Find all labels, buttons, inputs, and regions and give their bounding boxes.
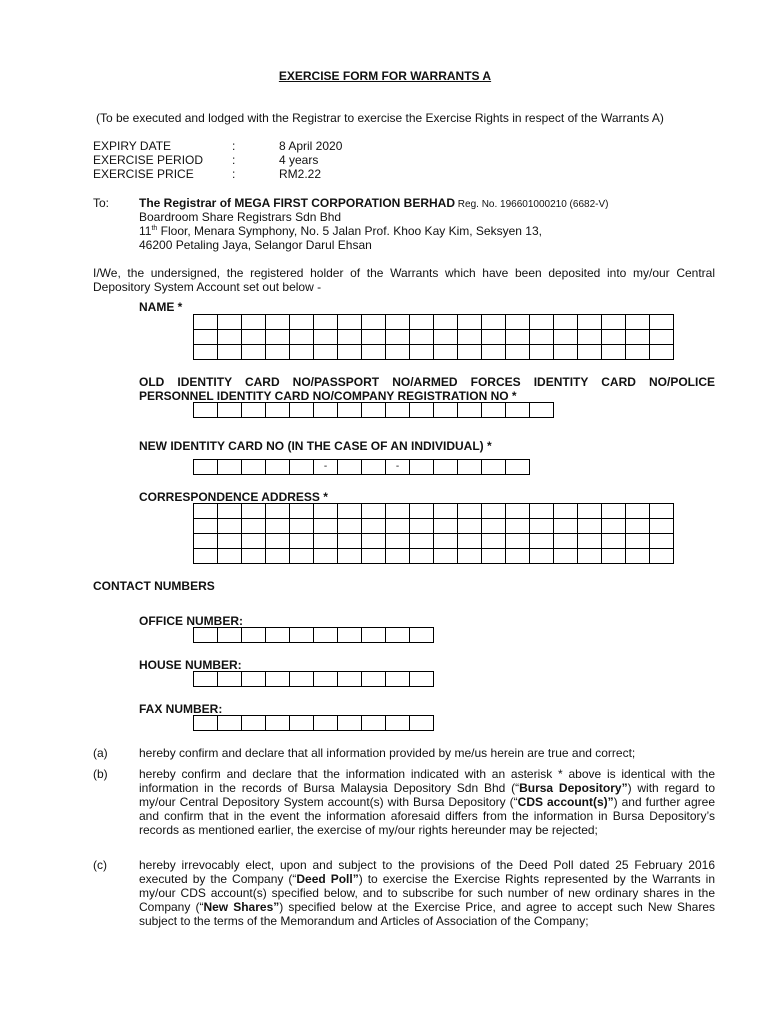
input-cell[interactable] (218, 330, 242, 345)
input-cell[interactable] (314, 403, 338, 418)
input-cell[interactable] (194, 628, 218, 643)
detail-label: EXERCISE PERIOD (93, 153, 204, 167)
name-field-grid[interactable] (193, 314, 674, 360)
input-cell[interactable] (290, 716, 314, 731)
input-cell[interactable] (290, 345, 314, 360)
detail-sep: : (232, 153, 236, 167)
input-cell[interactable] (362, 672, 386, 687)
item-a-text: hereby confirm and declare that all information provided by me/us herein are true and correct; (139, 746, 636, 760)
floor-number: 11 (139, 224, 152, 238)
input-cell[interactable] (338, 504, 362, 519)
input-cell[interactable] (194, 519, 218, 534)
input-cell[interactable] (410, 345, 434, 360)
office-number-grid[interactable] (193, 627, 434, 643)
input-cell[interactable] (194, 460, 218, 475)
input-cell[interactable] (362, 716, 386, 731)
input-cell[interactable] (626, 345, 650, 360)
input-cell[interactable] (530, 504, 554, 519)
input-cell[interactable] (410, 549, 434, 564)
contact-numbers-heading: CONTACT NUMBERS (93, 579, 215, 593)
input-cell[interactable] (626, 315, 650, 330)
input-cell[interactable] (650, 519, 674, 534)
input-cell[interactable] (458, 315, 482, 330)
floor-suffix: th (151, 225, 158, 232)
input-cell[interactable] (290, 504, 314, 519)
input-cell[interactable] (386, 628, 410, 643)
input-cell[interactable] (266, 345, 290, 360)
input-cell[interactable] (482, 460, 506, 475)
input-cell[interactable] (338, 672, 362, 687)
input-cell[interactable] (434, 519, 458, 534)
detail-value: 4 years (279, 153, 319, 167)
input-cell[interactable] (458, 549, 482, 564)
input-cell[interactable] (290, 519, 314, 534)
input-cell[interactable] (650, 534, 674, 549)
input-cell[interactable] (602, 315, 626, 330)
input-cell[interactable] (362, 403, 386, 418)
input-cell[interactable] (626, 504, 650, 519)
input-cell[interactable] (362, 330, 386, 345)
input-cell[interactable] (554, 345, 578, 360)
input-cell[interactable] (386, 549, 410, 564)
input-cell[interactable] (458, 403, 482, 418)
input-cell[interactable] (266, 504, 290, 519)
input-cell[interactable] (410, 460, 434, 475)
input-cell[interactable] (242, 672, 266, 687)
detail-value: RM2.22 (279, 167, 322, 181)
detail-sep: : (232, 139, 236, 153)
input-cell[interactable] (602, 519, 626, 534)
name-label: NAME * (139, 300, 183, 314)
input-cell[interactable] (482, 403, 506, 418)
id-dash-cell[interactable]: - (386, 460, 410, 475)
input-cell[interactable] (434, 315, 458, 330)
input-cell[interactable] (410, 504, 434, 519)
input-cell[interactable] (458, 504, 482, 519)
input-cell[interactable] (218, 519, 242, 534)
input-cell[interactable] (554, 534, 578, 549)
input-cell[interactable] (506, 519, 530, 534)
input-cell[interactable] (626, 549, 650, 564)
registrar-name: The Registrar of MEGA FIRST CORPORATION BERHAD (139, 196, 456, 210)
input-cell[interactable] (290, 534, 314, 549)
input-cell[interactable] (314, 504, 338, 519)
input-cell[interactable] (290, 330, 314, 345)
input-cell[interactable] (242, 504, 266, 519)
input-cell[interactable] (410, 534, 434, 549)
input-cell[interactable] (242, 345, 266, 360)
input-cell[interactable] (386, 534, 410, 549)
input-cell[interactable] (650, 549, 674, 564)
item-b-part: ) with regard to my/our Central Depository System account(s) with Bursa Depository (“ (139, 781, 715, 809)
input-cell[interactable] (578, 549, 602, 564)
input-cell[interactable] (386, 519, 410, 534)
input-cell[interactable] (578, 504, 602, 519)
input-cell[interactable] (338, 534, 362, 549)
input-cell[interactable] (482, 330, 506, 345)
input-cell[interactable] (362, 345, 386, 360)
input-cell[interactable] (506, 549, 530, 564)
input-cell[interactable] (266, 672, 290, 687)
input-cell[interactable] (434, 403, 458, 418)
item-c-part: ) to exercise the Exercise Rights represented by the Warrants in my/our CDS account(s) specified below, and to subscribe for such number of new ordinary shares in the Company (“ (139, 872, 715, 914)
input-cell[interactable] (314, 330, 338, 345)
input-cell[interactable] (338, 403, 362, 418)
input-cell[interactable] (218, 504, 242, 519)
input-cell[interactable] (362, 504, 386, 519)
input-cell[interactable] (266, 716, 290, 731)
input-cell[interactable] (218, 403, 242, 418)
input-cell[interactable] (626, 534, 650, 549)
input-cell[interactable] (314, 672, 338, 687)
input-cell[interactable] (482, 315, 506, 330)
input-cell[interactable] (602, 534, 626, 549)
input-cell[interactable] (434, 330, 458, 345)
input-cell[interactable] (290, 403, 314, 418)
input-cell[interactable] (194, 549, 218, 564)
registrar-reg-no: Reg. No. 196601000210 (6682-V) (455, 199, 609, 210)
input-cell[interactable] (338, 345, 362, 360)
item-c-label: (c) (93, 858, 107, 872)
input-cell[interactable] (530, 345, 554, 360)
input-cell[interactable] (218, 716, 242, 731)
to-label: To: (93, 196, 110, 210)
input-cell[interactable] (530, 549, 554, 564)
input-cell[interactable] (266, 330, 290, 345)
input-cell[interactable] (554, 519, 578, 534)
input-cell[interactable] (242, 403, 266, 418)
input-cell[interactable] (434, 534, 458, 549)
input-cell[interactable] (290, 628, 314, 643)
input-cell[interactable] (434, 549, 458, 564)
input-cell[interactable] (386, 345, 410, 360)
input-cell[interactable] (290, 315, 314, 330)
input-cell[interactable] (338, 628, 362, 643)
input-cell[interactable] (530, 330, 554, 345)
input-cell[interactable] (266, 460, 290, 475)
input-cell[interactable] (386, 330, 410, 345)
input-cell[interactable] (578, 534, 602, 549)
input-cell[interactable] (362, 315, 386, 330)
input-cell[interactable] (386, 504, 410, 519)
input-cell[interactable] (626, 519, 650, 534)
input-cell[interactable] (506, 315, 530, 330)
old-id-field-grid[interactable] (193, 402, 554, 418)
input-cell[interactable] (506, 504, 530, 519)
input-cell[interactable] (266, 403, 290, 418)
input-cell[interactable] (218, 460, 242, 475)
input-cell[interactable] (482, 504, 506, 519)
input-cell[interactable] (506, 345, 530, 360)
input-cell[interactable] (458, 534, 482, 549)
input-cell[interactable] (290, 672, 314, 687)
input-cell[interactable] (362, 534, 386, 549)
house-number-grid[interactable] (193, 671, 434, 687)
input-cell[interactable] (458, 460, 482, 475)
fax-number-grid[interactable] (193, 715, 434, 731)
item-b-part: hereby confirm and declare that the information indicated with an asterisk * above is identical with the information in the records of Bursa Malaysia Depository Sdn Bhd (“ (139, 767, 715, 795)
input-cell[interactable] (554, 315, 578, 330)
input-cell[interactable] (434, 345, 458, 360)
input-cell[interactable] (338, 549, 362, 564)
input-cell[interactable] (482, 534, 506, 549)
input-cell[interactable] (242, 315, 266, 330)
old-id-label: OLD IDENTITY CARD NO/PASSPORT NO/ARMED FORCES IDENTITY CARD NO/POLICE PERSONNEL IDENTITY CARD NO/COMPANY REGISTRATION NO * (139, 375, 715, 403)
detail-label: EXPIRY DATE (93, 139, 172, 153)
input-cell[interactable] (554, 549, 578, 564)
input-cell[interactable] (554, 504, 578, 519)
input-cell[interactable] (650, 345, 674, 360)
input-cell[interactable] (218, 549, 242, 564)
input-cell[interactable] (434, 504, 458, 519)
item-b-bold: Bursa Depository” (519, 781, 628, 795)
input-cell[interactable] (650, 330, 674, 345)
detail-value: 8 April 2020 (279, 139, 343, 153)
input-cell[interactable] (242, 549, 266, 564)
input-cell[interactable] (338, 519, 362, 534)
input-cell[interactable] (242, 628, 266, 643)
input-cell[interactable] (626, 330, 650, 345)
input-cell[interactable] (410, 519, 434, 534)
form-title: EXERCISE FORM FOR WARRANTS A (278, 69, 492, 83)
input-cell[interactable] (578, 330, 602, 345)
fax-number-label: FAX NUMBER: (139, 702, 223, 716)
input-cell[interactable] (314, 345, 338, 360)
input-cell[interactable] (338, 330, 362, 345)
input-cell[interactable] (242, 460, 266, 475)
input-cell[interactable] (362, 549, 386, 564)
input-cell[interactable] (578, 345, 602, 360)
form-subtitle: (To be executed and lodged with the Registrar to exercise the Exercise Rights in respect of the Warrants A) (96, 111, 664, 125)
input-cell[interactable] (506, 330, 530, 345)
item-a-label: (a) (93, 746, 108, 760)
input-cell[interactable] (506, 403, 530, 418)
input-cell[interactable] (362, 519, 386, 534)
input-cell[interactable] (482, 345, 506, 360)
input-cell[interactable] (194, 534, 218, 549)
input-cell[interactable] (338, 716, 362, 731)
input-cell[interactable] (410, 330, 434, 345)
input-cell[interactable] (362, 460, 386, 475)
input-cell[interactable] (410, 716, 434, 731)
item-c-bold: New Shares” (203, 900, 280, 914)
input-cell[interactable] (482, 549, 506, 564)
input-cell[interactable] (242, 534, 266, 549)
item-b-text (139, 767, 715, 837)
input-cell[interactable] (266, 628, 290, 643)
input-cell[interactable] (530, 315, 554, 330)
input-cell[interactable] (242, 330, 266, 345)
input-cell[interactable] (458, 519, 482, 534)
input-cell[interactable] (362, 628, 386, 643)
floor-address: Floor, Menara Symphony, No. 5 Jalan Prof. Khoo Kay Kim, Seksyen 13, (157, 224, 542, 238)
input-cell[interactable] (530, 403, 554, 418)
input-cell[interactable] (386, 315, 410, 330)
input-cell[interactable] (314, 549, 338, 564)
item-c-part: hereby irrevocably elect, upon and subject to the provisions of the Deed Poll dated 25 February 2016 executed by the Company (“ (139, 858, 715, 886)
input-cell[interactable] (602, 549, 626, 564)
input-cell[interactable] (218, 315, 242, 330)
address-label: CORRESPONDENCE ADDRESS * (139, 490, 328, 504)
item-c-bold: Deed Poll” (296, 872, 359, 886)
input-cell[interactable] (194, 672, 218, 687)
input-cell[interactable] (554, 330, 578, 345)
input-cell[interactable] (530, 519, 554, 534)
input-cell[interactable] (218, 345, 242, 360)
detail-label: EXERCISE PRICE (93, 167, 194, 181)
input-cell[interactable] (578, 315, 602, 330)
input-cell[interactable] (458, 330, 482, 345)
input-cell[interactable] (266, 519, 290, 534)
registrar-address-line3 (139, 224, 542, 238)
input-cell[interactable] (602, 345, 626, 360)
input-cell[interactable] (194, 330, 218, 345)
item-b-label: (b) (93, 767, 108, 781)
input-cell[interactable] (386, 672, 410, 687)
input-cell[interactable] (386, 716, 410, 731)
input-cell[interactable] (218, 534, 242, 549)
input-cell[interactable] (314, 315, 338, 330)
input-cell[interactable] (458, 345, 482, 360)
input-cell[interactable] (242, 716, 266, 731)
office-number-label: OFFICE NUMBER: (139, 614, 243, 628)
input-cell[interactable] (194, 403, 218, 418)
input-cell[interactable] (218, 628, 242, 643)
input-cell[interactable] (650, 315, 674, 330)
input-cell[interactable] (194, 504, 218, 519)
input-cell[interactable] (242, 519, 266, 534)
new-id-label: NEW IDENTITY CARD NO (IN THE CASE OF AN INDIVIDUAL) * (139, 439, 492, 453)
input-cell[interactable] (266, 549, 290, 564)
input-cell[interactable] (338, 315, 362, 330)
input-cell[interactable] (410, 315, 434, 330)
input-cell[interactable] (530, 534, 554, 549)
input-cell[interactable] (410, 628, 434, 643)
input-cell[interactable] (194, 315, 218, 330)
input-cell[interactable] (410, 403, 434, 418)
input-cell[interactable] (602, 330, 626, 345)
input-cell[interactable] (506, 534, 530, 549)
input-cell[interactable] (578, 519, 602, 534)
item-b-bold: CDS account(s)” (517, 795, 614, 809)
input-cell[interactable] (602, 504, 626, 519)
input-cell[interactable] (410, 672, 434, 687)
id-dash-cell[interactable]: - (314, 460, 338, 475)
house-number-label: HOUSE NUMBER: (139, 658, 242, 672)
input-cell[interactable] (290, 549, 314, 564)
input-cell[interactable] (194, 716, 218, 731)
input-cell[interactable] (338, 460, 362, 475)
registrar-address-line2: Boardroom Share Registrars Sdn Bhd (139, 210, 342, 224)
input-cell[interactable] (314, 534, 338, 549)
item-c-text (139, 858, 715, 928)
new-id-field-grid[interactable] (193, 459, 530, 475)
detail-sep: : (232, 167, 236, 181)
input-cell[interactable] (266, 315, 290, 330)
input-cell[interactable] (266, 534, 290, 549)
input-cell[interactable] (314, 628, 338, 643)
intro-paragraph: I/We, the undersigned, the registered holder of the Warrants which have been deposited into my/our Central Depository System Account set out below - (93, 266, 715, 294)
input-cell[interactable] (194, 345, 218, 360)
input-cell[interactable] (314, 716, 338, 731)
input-cell[interactable] (506, 460, 530, 475)
registrar-address-line4: 46200 Petaling Jaya, Selangor Darul Ehsan (139, 238, 372, 252)
input-cell[interactable] (434, 460, 458, 475)
input-cell[interactable] (314, 519, 338, 534)
input-cell[interactable] (650, 504, 674, 519)
input-cell[interactable] (218, 672, 242, 687)
input-cell[interactable] (290, 460, 314, 475)
address-field-grid[interactable] (193, 503, 674, 564)
item-c-part: ) specified below at the Exercise Price, and agree to accept such New Shares subject to the terms of the Memorandum and Articles of Association of the Company; (139, 900, 715, 928)
input-cell[interactable] (482, 519, 506, 534)
input-cell[interactable] (386, 403, 410, 418)
item-b-part: ) and further agree and confirm that in the event the information aforesaid differs from the information in Bursa Depository’s records as mentioned earlier, the exercise of my/our rights hereunder may be rejected; (139, 795, 715, 837)
